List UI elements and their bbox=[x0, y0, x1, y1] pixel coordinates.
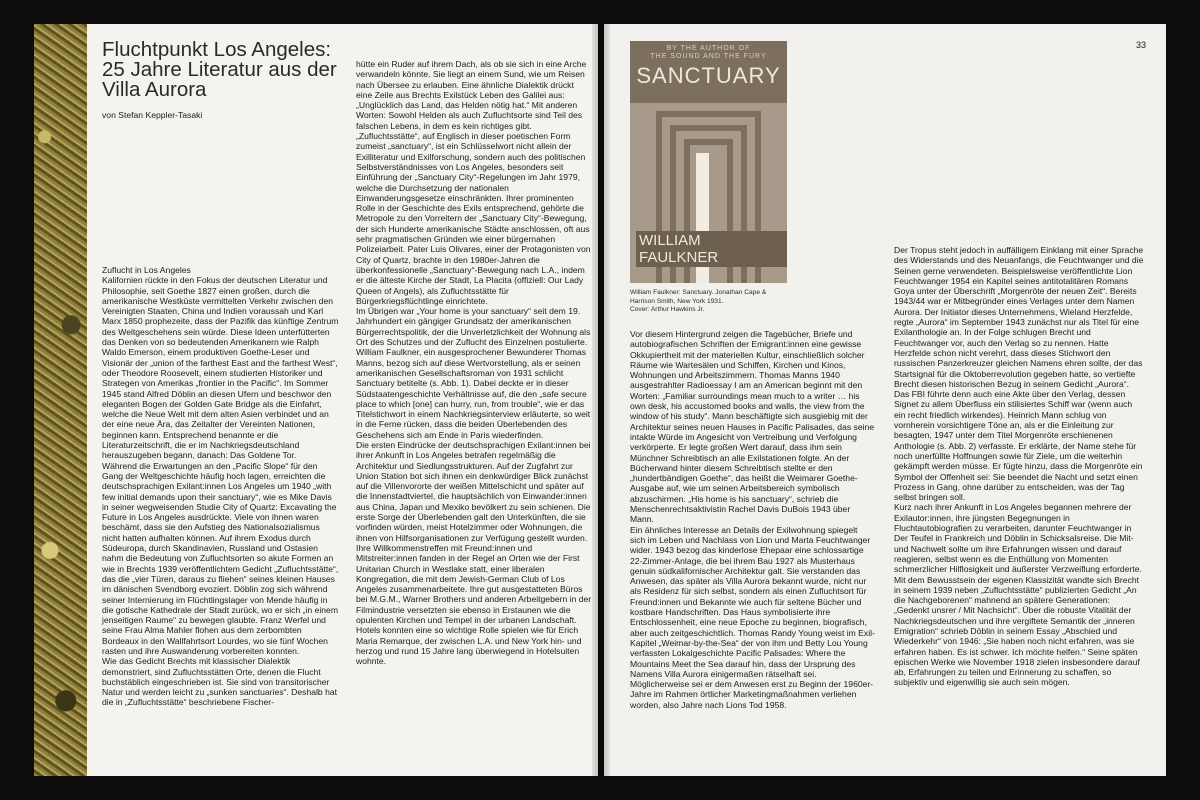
cover-subtitle: BY THE AUTHOR OF THE SOUND AND THE FURY bbox=[650, 45, 767, 60]
column-3 bbox=[630, 329, 875, 710]
section-heading: Zuflucht in Los Angeles bbox=[102, 265, 191, 275]
paragraph: Im Übrigen war „Your home is your sanctuary“ seit dem 19. Jahrhundert ein gängiger Grundsatz der amerikanischen Bürgerrechtspolitik, der die Unverletzlichkeit der Wohnung als Ort des Schutzes und der Zuflucht des Einzelnen postulierte. William Faulkner, ein ausgesprochener Bewunderer Thomas Manns, bezog sich auf diese Wertvorstellung, als er seinen amerikanischen Gesellschaftsroman von 1931 schlicht Sanctuary betitelte (s. Abb. 1). Dabei deckte er in dieser Südstaatengeschichte Verhältnisse auf, die den „safe secure place to which [one] can hurry, run, from trouble“, wie er das Titelstichwort in einem Nachkriegsinterview erläuterte, so weit in die Ferne rücken, dass die beiden Überlebenden des Geschehens sich am Ende in Paris wiederfinden. bbox=[356, 306, 591, 440]
cover-title: SANCTUARY bbox=[636, 63, 781, 88]
paragraph: hütte ein Ruder auf ihrem Dach, als ob sie sich in eine Arche verwandeln könnte. Sie liegt an einem Sund, wie um Reisen nach Übersee zu erlauben. Eine ähnliche Dialektik drückt eine Zeile aus Brechts Exilstück Leben des Galilei aus: „Unglücklich das Land, das Helden nötig hat.“ Mit anderen Worten: Sowohl Helden als auch Zufluchtsorte sind Teil des falschen Lebens, in dem es kein richtiges gibt. bbox=[356, 59, 587, 131]
column-1 bbox=[102, 265, 339, 708]
column-2 bbox=[356, 59, 592, 667]
page-number: 33 bbox=[1135, 40, 1146, 50]
right-page bbox=[604, 24, 1166, 776]
book-cover-image bbox=[630, 41, 787, 283]
paragraph: Wie das Gedicht Brechts mit klassischer Dialektik demonstriert, sind Zufluchtsstätten Orte, denen die Flucht buchstäblich eingeschrieben ist. Sie sind von transitorischer Natur und werden leicht zu „sunken sanctuaries“. Deshalb hat die in „Zufluchtsstätte“ beschriebene Fischer- bbox=[102, 656, 338, 708]
spine-shadow bbox=[592, 24, 610, 776]
paragraph: Vor diesem Hintergrund zeigen die Tagebücher, Briefe und autobiografischen Schriften der Emigrant:innen eine gewisse Okkupiertheit mit der materiellen Kultur, einschließlich solcher Räume wie Wartesälen und Schiffen, Kirchen und Kinos, Wohnungen und Arbeitszimmern. Thomas Manns 1940 ausgestrahlter Radioessay I am an American beginnt mit den Worten: „Familiar surroundings mean much to a writer … his own desk, his accustomed books and walls, the view from the window of his study“. Mann beschäftigte sich ausgiebig mit der Architektur seines neuen Hauses in Pacific Palisades, das seine intakte Würde im Angesicht von Vertreibung und Verfolgung verkörperte. Er legte großen Wert darauf, dass ihm sein Münchner Schreibtisch an alle Exilstationen folgte. An der Bücherwand hinter diesem Schreibtisch stellte er den „hundertbändigen Goethe“, das heißt die Weimarer Goethe-Ausgabe auf, wie um seinen Arbeitsbereich symbolisch abzuschirmen. „His home is his sanctuary“, schrieb die Menschenrechtsaktivistin Rachel Davis DuBois 1943 über Mann. bbox=[630, 329, 875, 525]
column-4 bbox=[894, 245, 1144, 688]
paragraph: Während die Erwartungen an den „Pacific Slope“ für den Gang der Weltgeschichte häufig hoch lagen, erreichten die deutschsprachigen Exilant:innen Los Angeles um 1940 „with few initial demands upon their sanctuary“, wie es Mike Davis in seiner wegweisenden Studie City of Quartz: Excavating the Future in Los Angeles ausdrückte. Viele von ihnen waren beschämt, dass sie den Aufstieg des Nationalsozialismus nicht hatten aufhalten können. Auf ihrem Exodus durch Südeuropa, durch Skandinavien, Russland und Ostasien nahm die Bedeutung von Zufluchtsorten so akute Formen an wie in Brechts 1939 veröffentlichtem Gedicht „Zufluchtsstätte“, das die „vier Türen, daraus zu fliehen“ seines kleinen Hauses im dänischen Svendborg evoziert. Döblin zog sich während seiner Internierung im Flüchtlingslager von Mende häufig in die gotische Kathedrale der Stadt zurück, wo er sich „in einem jenseitigen Raume“ zu bewegen glaubte. Franz Werfel und seine Frau Alma Mahler flohen aus dem zerbombten Bordeaux in den Wallfahrtsort Lourdes, wo sie fünf Wochen rasten und ihre Auswanderung vorbereiten konnten. bbox=[102, 460, 339, 656]
title-line-3: Villa Aurora bbox=[102, 78, 207, 101]
paragraph: Die ersten Eindrücke der deutschsprachigen Exilant:innen bei ihrer Ankunft in Los Angeles betrafen regelmäßig die Architektur und Siedlungsstrukturen. Auf der Zugfahrt zur Union Station bot sich ihnen ein denkwürdiger Blick zunächst auf die Villenvororte der weißen Mittelschicht und später auf die Innenstadtviertel, die hauptsächlich von Einwander:innen aus China, Japan und Mexiko bevölkert zu sein schienen. Die erste Sorge der Überlebenden galt den Unterkünften, die sie vorfinden würden, meist Hotelzimmer oder Wohnungen, die ihnen von Hilfsorganisationen zur Verfügung gestellt wurden. Ihre Willkommenstreffen mit Freund:innen und Mitstreiter:innen fanden in der Regel an Orten wie der First Unitarian Church in Westlake statt, einer liberalen Kongregation, die mit dem Jewish-German Club of Los Angeles zusammenarbeitete. Ihre gut ausgestatteten Büros bei M.G.M., Warner Brothers und anderen Arbeitgebern in der Filmindustrie versetzten sie ebenso in Erstaunen wie die opulenten Kirchen und Tempel in der urbanen Landschaft. Hotels konnten eine so wichtige Rolle spielen wie für Erich Maria Remarque, der zwischen L.A. und New York hin- und herzog und rund 15 Jahre lang überwiegend in Hotelsuiten wohnte. bbox=[356, 439, 592, 667]
title-line-2: 25 Jahre Literatur aus der bbox=[102, 58, 337, 81]
paragraph: „Zufluchtsstätte“, auf Englisch in dieser poetischen Form zumeist „sanctuary“, ist ein Schlüsselwort nicht allein der Exilliteratur und Exilforschung, sondern auch des politischen Selbstverständnisses von Los Angeles, besonders seit Einführung der „Sanctuary City“-Regelungen im Jahr 1979, welche die Durchsetzung der nationalen Einwanderungsgesetze einschränkten. Ihrer prominenten Rolle in der Geschichte des Exils entsprechend, gehörte die Metropole zu den Vorreitern der „Sanctuary City“-Bewegung, der sich Hunderte amerikanische Städte anschlossen, oft aus sehr pragmatischen Gründen wie einer bürgernahen Polizeiarbeit. Pater Luis Olivares, einer der Protagonisten von City of Quartz, brachte in den 1980er-Jahren die überkonfessionelle „Sanctuary“-Bewegung nach L.A., indem er die älteste Kirche der Stadt, La Placita (offiziell: Our Lady Queen of Angels), als Zufluchtsstätte für Bürgerkriegsflüchtlinge einrichtete. bbox=[356, 131, 591, 306]
left-page bbox=[34, 24, 598, 776]
paragraph: Kalifornien rückte in den Fokus der deutschen Literatur und Philosophie, seit Goethe 1827 einen großen, durch die amerikanische Westküste vermittelten Verkehr zwischen den Vereinigten Staaten, China und Indien voraussah und Karl Marx 1850 prophezeite, dass der Pazifik das künftige Zentrum des Weltgeschehens sein würde. Diese Ideen unterfütterten das Denken von so bedeutenden Amerikanern wie Ralph Waldo Emerson, einem produktiven Goethe-Leser und Visionär der „union of the farthest East and the farthest West“, oder Theodore Roosevelt, einem studierten Historiker und Strategen von Amerikas „frontier in the Pacific“. Im Sommer 1945 stand Alfred Döblin an diesen Ufern und beschwor den eleganten Bogen der Golden Gate Bridge als die Einfahrt, welche die Neue Welt mit dem alten Asien verbindet und an der eine neue Ära, das Zeitalter der Vereinten Nationen, beginnen kann. Entsprechend benannte er die Literaturzeitschrift, die er im Nachkriegsdeutschland herauszugeben begann, danach: Das Goldene Tor. bbox=[102, 275, 339, 461]
article-title bbox=[102, 40, 372, 100]
paragraph: Kurz nach ihrer Ankunft in Los Angeles begannen mehrere der Exilautor:innen, ihre jüngsten Begegnungen in Fluchtautobiografien zu verarbeiten, darunter Feuchtwanger in Der Teufel in Frankreich und Döblin in Schicksalsreise. Die Mit- und Nachwelt sollte um ihre Erfahrungen wissen und darauf reagieren, selbst wenn es die Enthüllung von Momenten schmerzlicher Hilflosigkeit und äußerster Verzweiflung erforderte. Mit dem Bewusstsein der eigenen Klassizität wandte sich Brecht in seinem 1939 neben „Zufluchtsstätte“ publizierten Gedicht „An die Nachgeborenen“ mahnend an spätere Generationen: „Gedenkt unsrer / Mit Nachsicht“. Über die robuste Vitalität der Nachkriegsdeutschen und ihre vergiftete Semantik der „inneren Emigration“ schrieb Döblin in seinem Essay „Abschied und Wiederkehr“ von 1946: „Sie haben noch nicht erfahren, was sie erfahren haben. Es ist schwer. Ich möchte helfen.“ Seine späten epischen Werke wie November 1918 zielen insbesondere darauf ab, Erfahrungen zu teilen und Erinnerung zu schaffen, so subjektiv und eigenwillig sie auch sein mögen. bbox=[894, 502, 1142, 688]
byline: von Stefan Keppler-Tasaki bbox=[102, 110, 203, 120]
photo-strip bbox=[34, 24, 87, 776]
paragraph: Der Tropus steht jedoch in auffälligem Einklang mit einer Sprache des Widerstands und des Neuanfangs, die Feuchtwanger und die Seinen gerne verwendeten. Beispielsweise veröffentlichte Lion Feuchtwanger 1954 ein Kapitel seines antitotalitären Romans Goya unter der Überschrift „Morgenröte der neuen Zeit“. Bereits 1943/44 war er Mitbegründer eines Verlages unter dem Namen Aurora. Der Initiator dieses Unternehmens, Wieland Herzfelde, regte „Aurora“ im September 1943 zunächst nur als Titel für eine Exilanthologie an. In der Folge schlugen Brecht und Feuchtwanger vor, auch den Verlag so zu nennen. Hatte Herzfelde schon nicht verehrt, dass dieses Stichwort den russischen Panzerkreuzer gleichen Namens ehren sollte, der das Startsignal für die Oktoberrevolution gegeben hatte, so vertiefte Brecht diesen historischen Bezug in seinem Gedicht „Aurora“. Das FBI führte denn auch eine Akte über den Verlag, dessen Signet zu allem Überfluss ein stilisiertes Schiff war (wenn auch ein recht friedlich wirkendes). Heinrich Mann schlug von vornherein vorsichtigere Töne an, als er die Einleitung zur besagten, 1947 unter dem Titel Morgenröte erschienenen Anthologie (s. Abb. 2) verfasste. Er erklärte, der Name stehe für noch unerfüllte Hoffnungen sowie für Ziele, um die weiterhin gekämpft werden müsse. Er fügte hinzu, dass die Morgenröte ein Symbol der Offenheit sei: Sie beendet die Nacht und setzt einen Prozess in Gang, ohne darüber zu entscheiden, was der Tag selbst bringen soll. bbox=[894, 245, 1144, 503]
figure-caption: William Faulkner: Sanctuary. Jonathan Cape & Harrison Smith, New York 1931. Cover: Arthur Hawkins Jr. bbox=[630, 289, 767, 314]
cover-author: WILLIAM FAULKNER bbox=[636, 231, 787, 267]
paragraph: Ein ähnliches Interesse an Details der Exilwohnung spiegelt sich im Leben und Nachlass von Lion und Marta Feuchtwanger wider. 1943 bezog das kinderlose Ehepaar eine schlossartige 22-Zimmer-Anlage, die bei ihrem Bau 1927 als Musterhaus genuin südkalifornischer Architektur galt. Sie verstanden das Anwesen, das später als Villa Aurora bekannt wurde, nicht nur als Residenz für sich selbst, sondern als einen Zufluchtsort für Freund:innen und Bekannte wie auch für seltene Bücher und kostbare Handschriften. Das Haus symbolisierte ihre Entschlossenheit, eine neue Epoche zu beginnen, biografisch, aber auch zeitgeschichtlich. Thomas Randy Young weist im Exil-Kapitel „Weimar-by-the-Sea“ der von ihm und Betty Lou Young verfassten Lokalgeschichte Pacific Palisades: Where the Mountains Meet the Sea darauf hin, dass der Ursprung des Namens Villa Aurora einigermaßen rätselhaft sei. Möglicherweise sei er dem Anwesen erst zu Beginn der 1960er-Jahre im Rahmen örtlicher Marketingmaßnahmen verliehen worden, also Jahre nach Lions Tod 1958. bbox=[630, 524, 875, 710]
title-line-1: Fluchtpunkt Los Angeles: bbox=[102, 38, 332, 61]
